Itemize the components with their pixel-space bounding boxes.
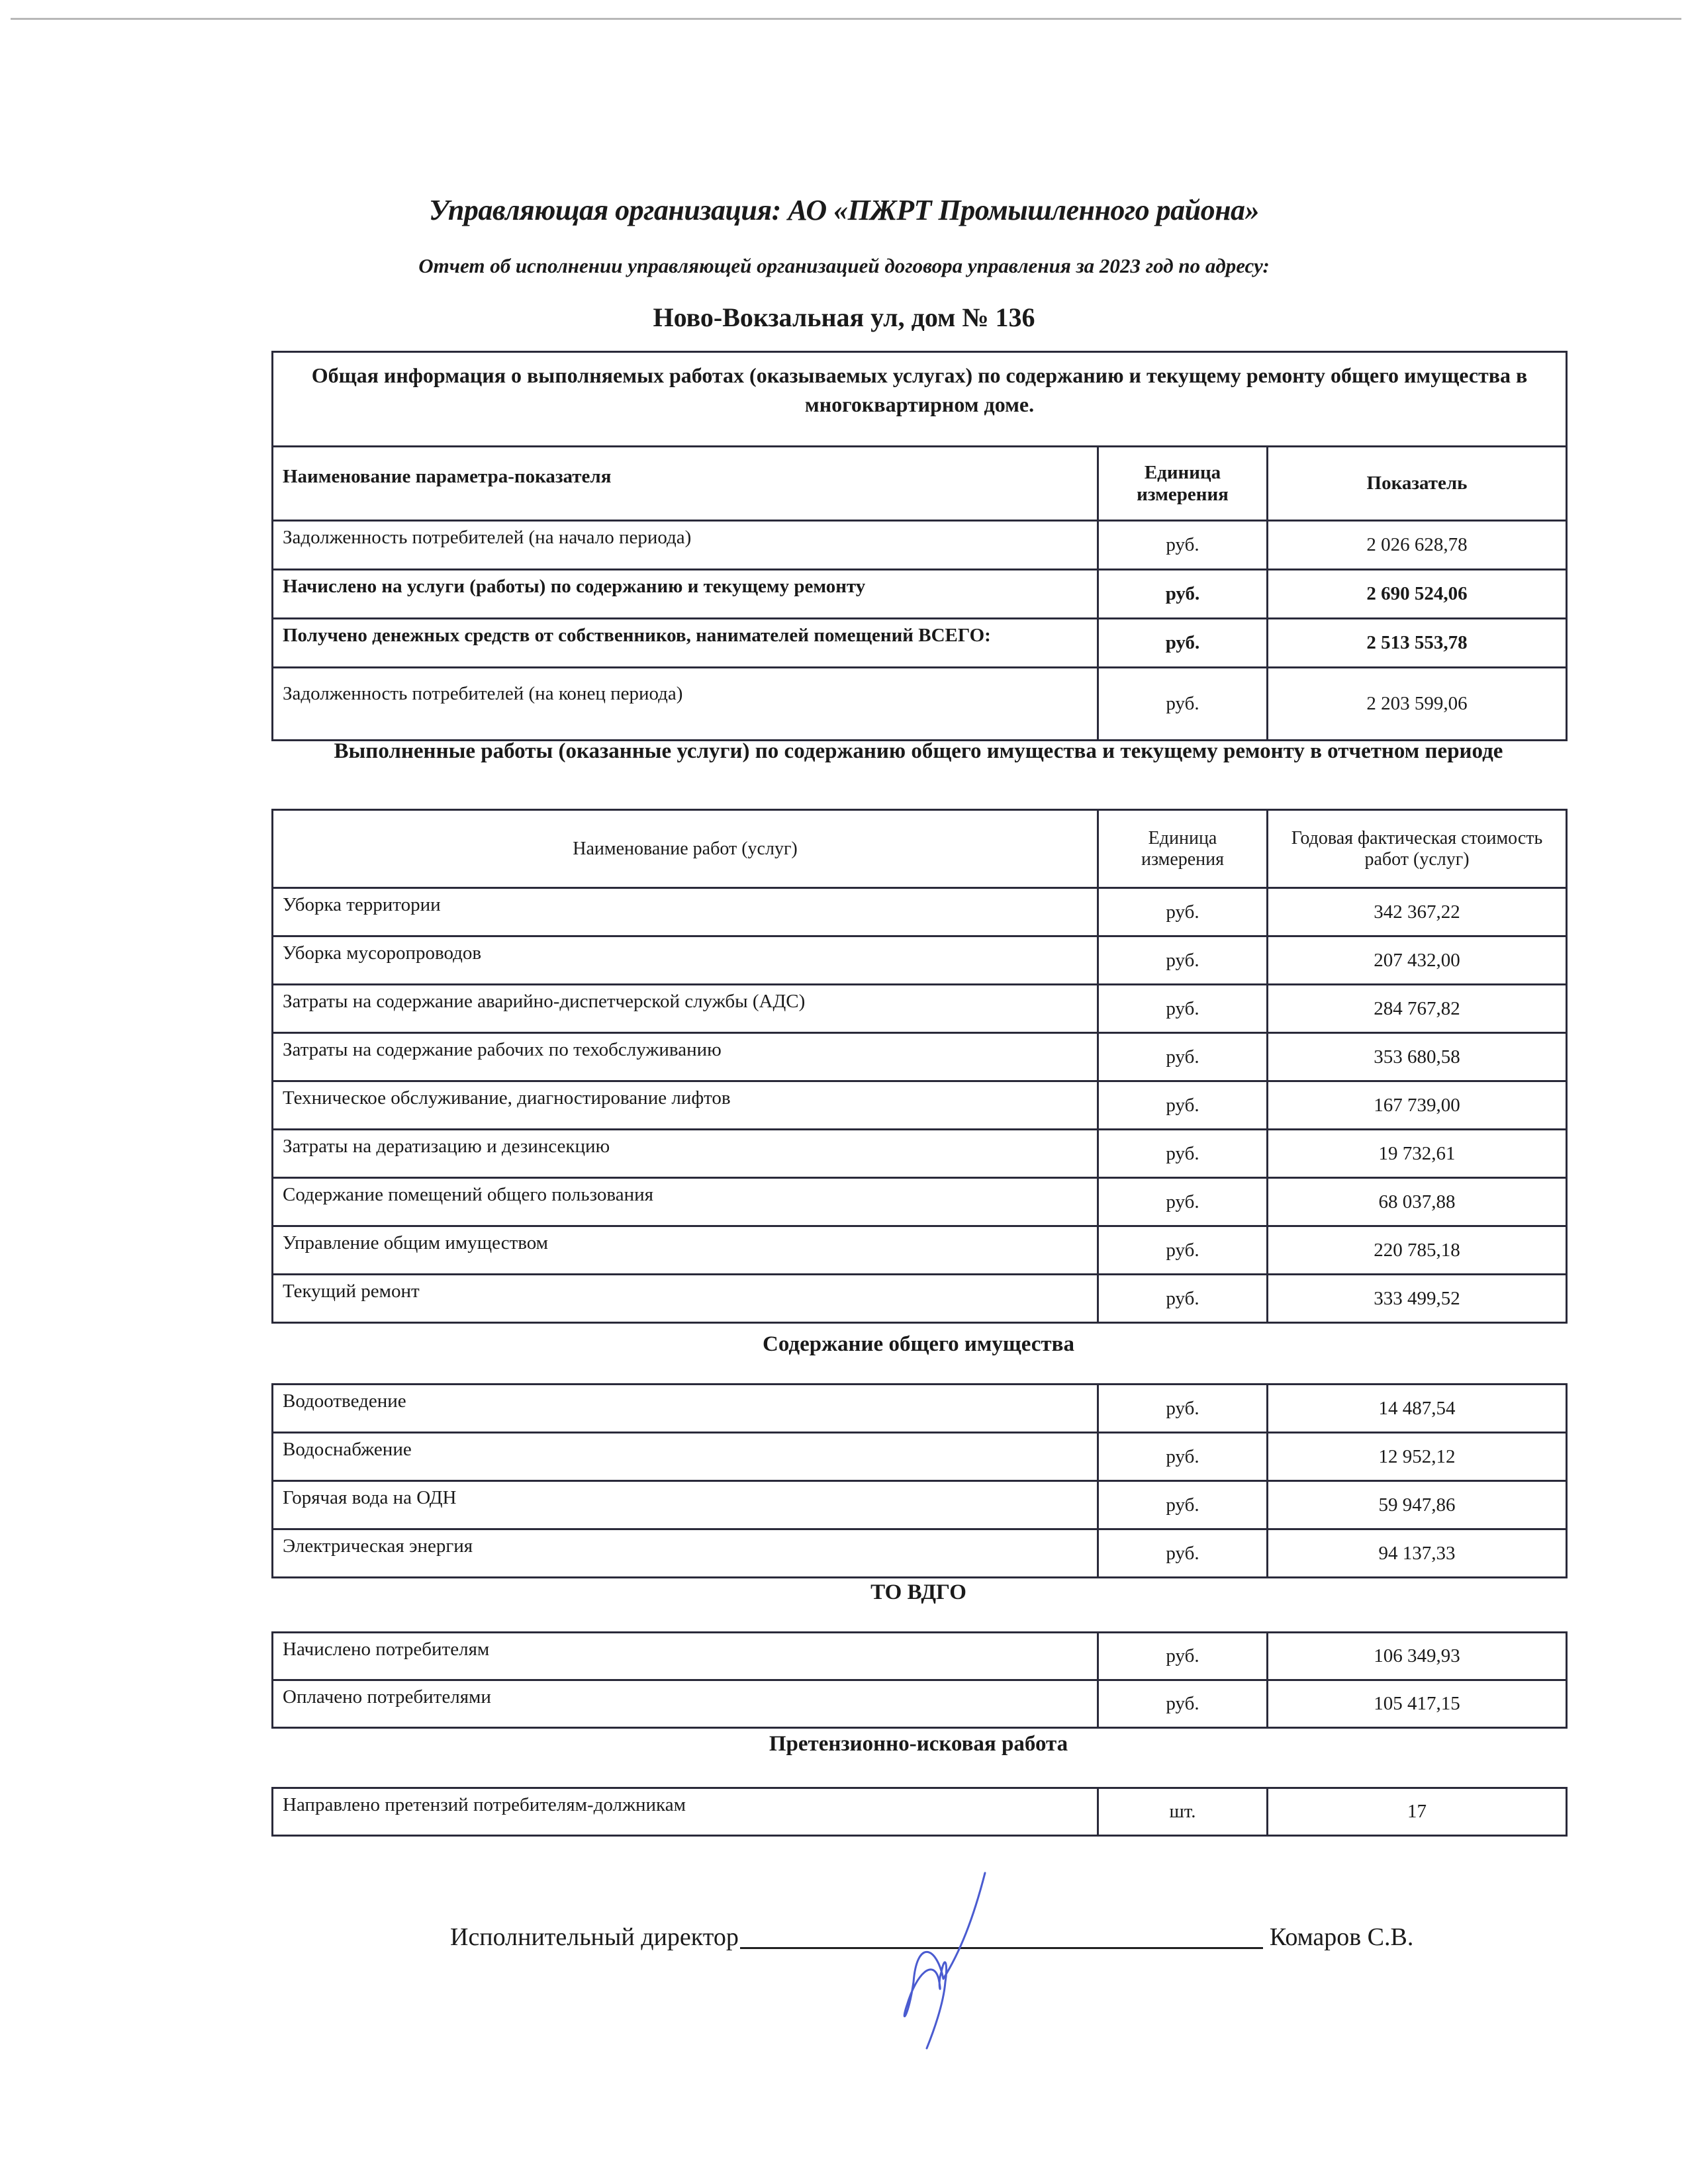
row-value: 2 690 524,06	[1268, 570, 1567, 619]
row-unit: руб.	[1098, 1130, 1268, 1178]
header-annual-cost: Годовая фактическая стоимость работ (услуг)	[1268, 810, 1567, 888]
signer-name: Комаров С.В.	[1269, 1923, 1414, 1951]
works-table	[271, 809, 1568, 1324]
row-unit: руб.	[1098, 521, 1268, 570]
table-row	[273, 1633, 1567, 1680]
row-value: 220 785,18	[1268, 1226, 1567, 1275]
scan-edge-line	[11, 18, 1681, 20]
works-section-title: Выполненные работы (оказанные услуги) по содержанию общего имущества и текущему ремонту в отчетном периоде	[334, 739, 1503, 763]
table-row	[273, 1481, 1567, 1529]
header-value: Показатель	[1268, 447, 1567, 521]
row-value: 2 026 628,78	[1268, 521, 1567, 570]
row-name: Уборка мусоропроводов	[273, 936, 1098, 985]
row-unit: руб.	[1098, 1481, 1268, 1529]
row-name: Задолженность потребителей (на конец периода)	[273, 668, 1098, 741]
row-unit: руб.	[1098, 668, 1268, 741]
row-name: Водоотведение	[273, 1385, 1098, 1433]
vdgo-title: ТО ВДГО	[870, 1580, 966, 1604]
table-row	[273, 1680, 1567, 1728]
report-subtitle: Отчет об исполнении управляющей организацией договора управления за 2023 год по адресу:	[418, 254, 1270, 277]
table-row	[273, 1385, 1567, 1433]
row-value: 17	[1268, 1788, 1567, 1836]
row-unit: руб.	[1098, 936, 1268, 985]
header-unit: Единица измерения	[1098, 447, 1268, 521]
general-info-title: Общая информация о выполняемых работах (оказываемых услугах) по содержанию и текущему ремонту общего имущества в многоквартирном доме.	[273, 352, 1567, 447]
row-value: 59 947,86	[1268, 1481, 1567, 1529]
row-value: 353 680,58	[1268, 1033, 1567, 1081]
table-row	[273, 1275, 1567, 1323]
row-name: Задолженность потребителей (на начало периода)	[273, 521, 1098, 570]
row-name: Затраты на содержание аварийно-диспетчерской службы (АДС)	[273, 985, 1098, 1033]
works-rows	[273, 888, 1567, 1323]
signer-position: Исполнительный директор	[450, 1923, 739, 1951]
row-unit: шт.	[1098, 1788, 1268, 1836]
row-name: Начислено потребителям	[273, 1633, 1098, 1680]
handwritten-signature-icon	[861, 1866, 1033, 2052]
header-work-name: Наименование работ (услуг)	[273, 810, 1098, 888]
row-name: Текущий ремонт	[273, 1275, 1098, 1323]
table-row	[273, 668, 1567, 741]
row-value: 2 513 553,78	[1268, 619, 1567, 668]
row-value: 284 767,82	[1268, 985, 1567, 1033]
row-unit: руб.	[1098, 1385, 1268, 1433]
table-row	[273, 936, 1567, 985]
table-row	[273, 1081, 1567, 1130]
row-unit: руб.	[1098, 888, 1268, 936]
row-name: Уборка территории	[273, 888, 1098, 936]
row-unit: руб.	[1098, 1633, 1268, 1680]
row-value: 106 349,93	[1268, 1633, 1567, 1680]
row-name: Получено денежных средств от собственников, нанимателей помещений ВСЕГО:	[273, 619, 1098, 668]
row-name: Горячая вода на ОДН	[273, 1481, 1098, 1529]
row-name: Оплачено потребителями	[273, 1680, 1098, 1728]
row-value: 14 487,54	[1268, 1385, 1567, 1433]
claims-rows	[273, 1788, 1567, 1836]
table-row	[273, 521, 1567, 570]
row-unit: руб.	[1098, 1680, 1268, 1728]
row-name: Затраты на содержание рабочих по техобслуживанию	[273, 1033, 1098, 1081]
row-name: Управление общим имуществом	[273, 1226, 1098, 1275]
table-row	[273, 619, 1567, 668]
vdgo-rows	[273, 1633, 1567, 1728]
row-value: 167 739,00	[1268, 1081, 1567, 1130]
row-unit: руб.	[1098, 1226, 1268, 1275]
common-property-title: Содержание общего имущества	[763, 1332, 1074, 1356]
row-name: Содержание помещений общего пользования	[273, 1178, 1098, 1226]
row-unit: руб.	[1098, 1529, 1268, 1578]
table-header-row	[273, 810, 1567, 888]
row-unit: руб.	[1098, 1033, 1268, 1081]
row-name: Начислено на услуги (работы) по содержанию и текущему ремонту	[273, 570, 1098, 619]
row-unit: руб.	[1098, 1081, 1268, 1130]
row-name: Направлено претензий потребителям-должникам	[273, 1788, 1098, 1836]
table-row	[273, 888, 1567, 936]
table-row	[273, 1788, 1567, 1836]
general-info-title-row	[273, 352, 1567, 447]
header-unit: Единица измерения	[1098, 810, 1268, 888]
common-property-rows	[273, 1385, 1567, 1578]
table-row	[273, 985, 1567, 1033]
row-unit: руб.	[1098, 570, 1268, 619]
table-header-row	[273, 447, 1567, 521]
row-name: Водоснабжение	[273, 1433, 1098, 1481]
table-row	[273, 570, 1567, 619]
row-name: Электрическая энергия	[273, 1529, 1098, 1578]
table-row	[273, 1178, 1567, 1226]
row-value: 105 417,15	[1268, 1680, 1567, 1728]
vdgo-table	[271, 1631, 1568, 1729]
row-unit: руб.	[1098, 1178, 1268, 1226]
row-value: 12 952,12	[1268, 1433, 1567, 1481]
address: Ново-Вокзальная ул, дом № 136	[653, 302, 1035, 332]
row-unit: руб.	[1098, 619, 1268, 668]
table-row	[273, 1529, 1567, 1578]
table-row	[273, 1226, 1567, 1275]
row-value: 2 203 599,06	[1268, 668, 1567, 741]
table-row	[273, 1033, 1567, 1081]
row-unit: руб.	[1098, 985, 1268, 1033]
table-row	[273, 1433, 1567, 1481]
general-info-table	[271, 351, 1568, 741]
row-value: 94 137,33	[1268, 1529, 1567, 1578]
common-property-table	[271, 1383, 1568, 1578]
row-unit: руб.	[1098, 1433, 1268, 1481]
row-name: Техническое обслуживание, диагностирование лифтов	[273, 1081, 1098, 1130]
row-value: 207 432,00	[1268, 936, 1567, 985]
row-value: 68 037,88	[1268, 1178, 1567, 1226]
row-value: 19 732,61	[1268, 1130, 1567, 1178]
table-row	[273, 1130, 1567, 1178]
row-value: 333 499,52	[1268, 1275, 1567, 1323]
claims-table	[271, 1787, 1568, 1837]
org-title: Управляющая организация: АО «ПЖРТ Промышленного района»	[428, 194, 1260, 226]
claims-title: Претензионно-исковая работа	[769, 1732, 1068, 1756]
row-value: 342 367,22	[1268, 888, 1567, 936]
header-param-name: Наименование параметра-показателя	[273, 447, 1098, 521]
row-unit: руб.	[1098, 1275, 1268, 1323]
row-name: Затраты на дератизацию и дезинсекцию	[273, 1130, 1098, 1178]
